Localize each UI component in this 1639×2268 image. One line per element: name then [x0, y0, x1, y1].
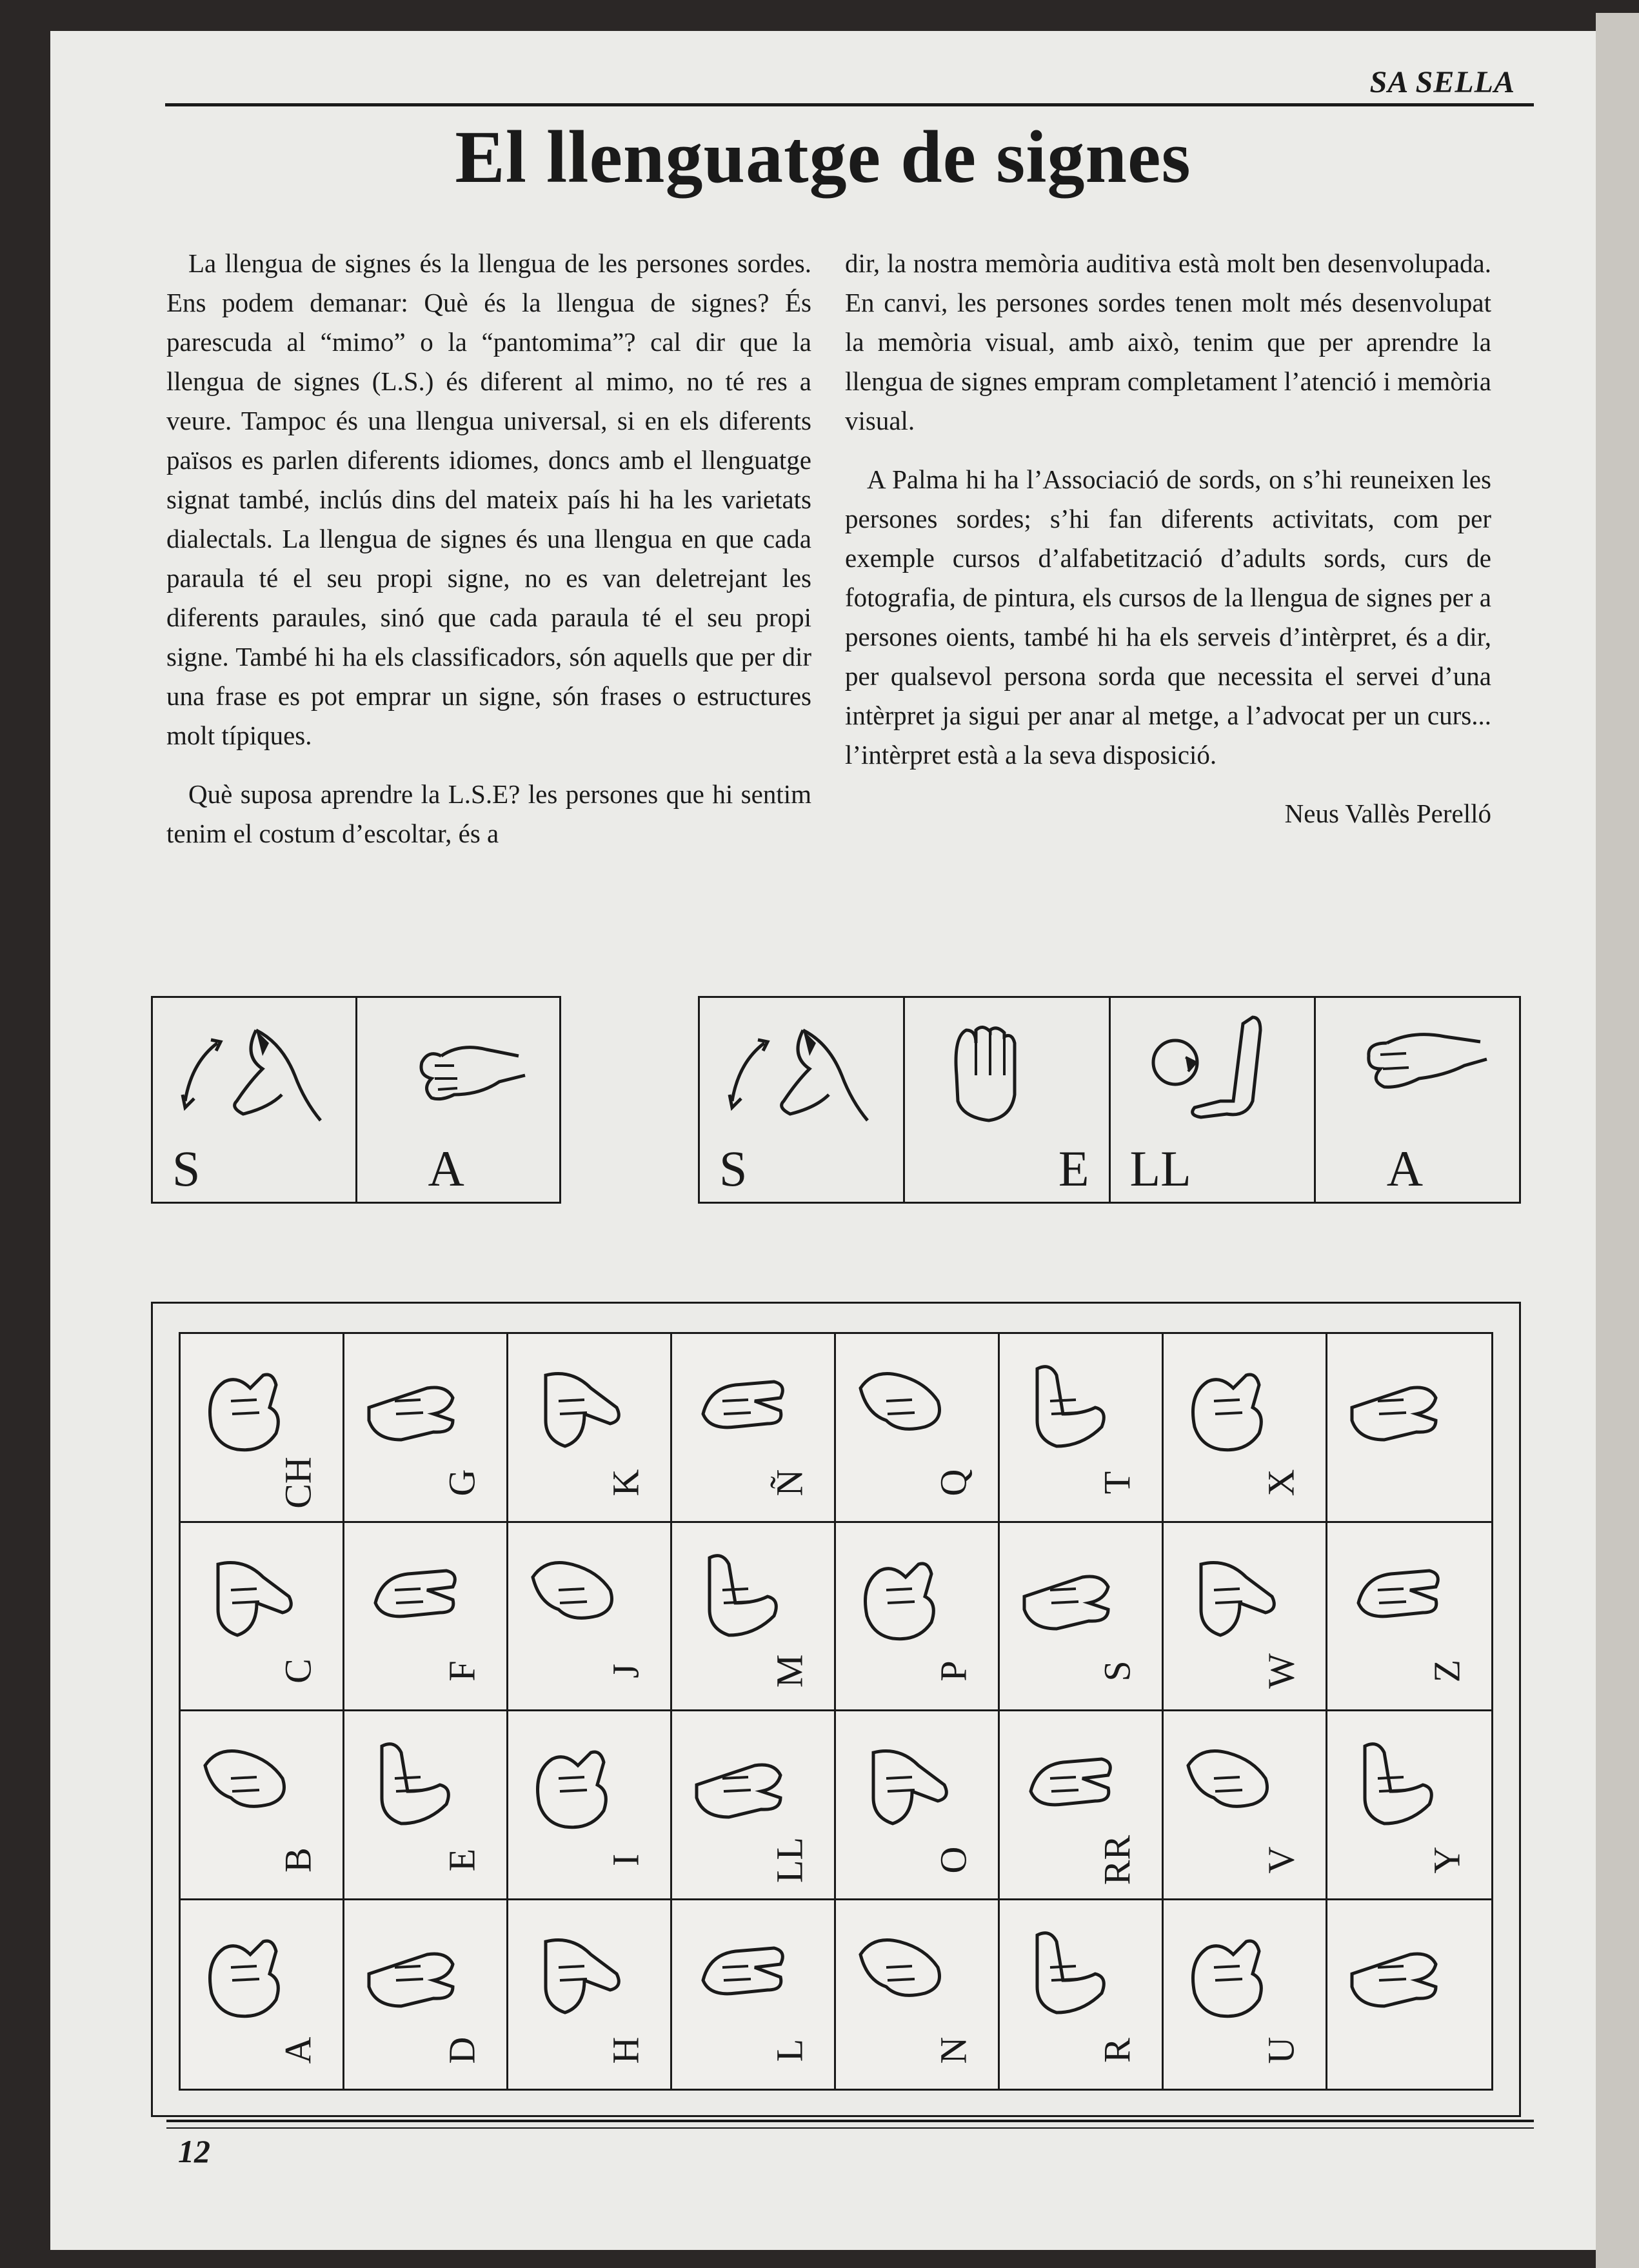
hand-sign-icon: [1011, 1727, 1121, 1843]
header-rule: [165, 103, 1534, 106]
alphabet-cell: [672, 1523, 836, 1712]
alphabet-cell: [344, 1711, 508, 1900]
alphabet-cell: [344, 1900, 508, 2089]
alphabet-letter: CH: [277, 1456, 319, 1509]
alphabet-letter: G: [441, 1469, 483, 1496]
alphabet-letter: Z: [1425, 1659, 1468, 1683]
hand-sign-icon: [192, 1727, 302, 1843]
footer-rule-top: [166, 2120, 1534, 2122]
left-paragraph-1: La llengua de signes és la llengua de les persones sordes. Ens podem demanar: Què és la llengua de signes? És parescuda al “mimo” o la “pantomima”? cal dir que la llengua de signes (L.S.) és diferent al mimo, no té res a veure. Tampoc és una llengua universal, si en els diferents països es parlen diferents idiomes, doncs amb el llenguatge signat també, inclús dins del mateix país hi ha les varietats dialectals. La llengua de signes és una llengua en que cada paraula té el seu propi signe, no es van deletrejant les diferents paraules, sinó que cada paraula té el seu propi signe. També hi ha els classificadors, són aquells que per dir una frase es pot emprar un signe, són frases o estructures molt típiques.: [166, 248, 811, 750]
hand-sign-icon: [356, 1916, 466, 2032]
alphabet-cell: [1327, 1523, 1491, 1712]
hand-sign-icon: [520, 1727, 630, 1843]
alphabet-cell: [836, 1711, 1000, 1900]
alphabet-letter: RR: [1096, 1835, 1138, 1885]
sign-word-sella: [698, 996, 1521, 1204]
alphabet-chart: [151, 1302, 1521, 2117]
sign-cell: [357, 998, 560, 1202]
alphabet-letter: P: [932, 1660, 975, 1682]
sign-cell: [153, 998, 357, 1202]
hand-sign-icon: [1011, 1538, 1121, 1655]
hand-sign-icon: [356, 1538, 466, 1655]
alphabet-letter: R: [1096, 2038, 1138, 2063]
alphabet-letter: Q: [932, 1469, 975, 1496]
hand-sign-icon: [1339, 1538, 1449, 1655]
sign-letter: S: [172, 1140, 201, 1197]
sign-letter: S: [719, 1140, 748, 1197]
alphabet-letter: V: [1260, 1846, 1302, 1873]
alphabet-cell: [1000, 1334, 1164, 1523]
hand-sign-icon: [1339, 1349, 1449, 1466]
hand-sign-icon: [192, 1538, 302, 1655]
alphabet-cell: [508, 1523, 672, 1712]
article-author: Neus Vallès Perelló: [1284, 799, 1491, 828]
hand-sign-icon: [684, 1349, 793, 1466]
alphabet-letter: W: [1260, 1653, 1302, 1689]
alphabet-letter: I: [604, 1853, 647, 1866]
alphabet-letter: K: [604, 1469, 647, 1496]
hand-sign-icon: [684, 1727, 793, 1843]
alphabet-cell: [344, 1334, 508, 1523]
hand-sign-icon: [1339, 1727, 1449, 1843]
alphabet-cell: [181, 1334, 344, 1523]
alphabet-cell: [1000, 1523, 1164, 1712]
alphabet-letter: N: [932, 2036, 975, 2064]
adjacent-page-edge: [1596, 13, 1639, 2268]
hand-sign-icon: [192, 1349, 302, 1466]
alphabet-cell: [181, 1711, 344, 1900]
hand-sign-icon: [520, 1349, 630, 1466]
publication-name: SA SELLA: [1369, 65, 1515, 99]
sign-letter: LL: [1129, 1140, 1191, 1197]
hand-sign-e-icon: [918, 1004, 1092, 1146]
alphabet-letter: S: [1096, 1660, 1138, 1682]
alphabet-letter: H: [604, 2036, 647, 2064]
magazine-page: [50, 31, 1596, 2250]
hand-sign-icon: [1339, 1916, 1449, 2032]
sign-cell: [1316, 998, 1519, 1202]
alphabet-letter: C: [277, 1658, 319, 1684]
alphabet-letter: X: [1260, 1469, 1302, 1496]
alphabet-cell: [672, 1900, 836, 2089]
right-column: [845, 244, 1491, 853]
left-paragraph-2: Què suposa aprendre la L.S.E? les persones que hi sentim tenim el costum d’escoltar, és a: [166, 779, 811, 848]
alphabet-cell: [508, 1711, 672, 1900]
sign-letter: A: [1386, 1140, 1424, 1197]
alphabet-letter: M: [768, 1654, 811, 1688]
alphabet-cell: [672, 1334, 836, 1523]
alphabet-letter: O: [932, 1846, 975, 1873]
hand-sign-icon: [1175, 1916, 1285, 2032]
hand-sign-s-icon: [166, 1004, 340, 1146]
alphabet-cell: [836, 1523, 1000, 1712]
alphabet-letter: LL: [768, 1836, 811, 1883]
alphabet-cell: [1000, 1900, 1164, 2089]
hand-sign-a-icon: [1329, 1004, 1503, 1146]
alphabet-letter: U: [1260, 2036, 1302, 2064]
sign-word-sa: [151, 996, 561, 1204]
alphabet-cell: [1327, 1334, 1491, 1523]
alphabet-letter: F: [441, 1660, 483, 1682]
hand-sign-icon: [1175, 1349, 1285, 1466]
sign-letter: A: [428, 1140, 464, 1197]
alphabet-cell: [1164, 1334, 1327, 1523]
right-paragraph-1: dir, la nostra memòria auditiva està molt ben desenvolupada. En canvi, les persones sordes tenen molt més desenvolupat la memòria visual, amb això, tenim que per aprendre la llengua de signes empram completament l’atenció i memòria visual.: [845, 248, 1491, 435]
sign-cell: [905, 998, 1110, 1202]
article-title: El llenguatge de signes: [455, 116, 1191, 199]
hand-sign-icon: [1175, 1727, 1285, 1843]
hand-sign-icon: [356, 1727, 466, 1843]
alphabet-cell: [1164, 1900, 1327, 2089]
hand-sign-icon: [848, 1727, 957, 1843]
right-paragraph-2: A Palma hi ha l’Associació de sords, on s’hi reuneixen les persones sordes; s’hi fan diferents activitats, com per exemple cursos d’alfabetització d’adults sords, curs de fotografia, de pintura, els cursos de la llengua de signes per a persones oients, també hi ha els serveis d’intèrpret, és a dir, per qualsevol persona sorda que necessita el servei d’una intèrpret ja sigui per anar al metge, a l’advocat per un curs... l’intèrpret està a la seva disposició.: [845, 464, 1491, 770]
alphabet-letter: A: [277, 2036, 319, 2064]
sign-letter: E: [1058, 1140, 1089, 1197]
alphabet-letter: Y: [1425, 1846, 1468, 1873]
alphabet-cell: [1164, 1711, 1327, 1900]
alphabet-letter: T: [1096, 1471, 1138, 1494]
hand-sign-icon: [684, 1916, 793, 2032]
hand-sign-icon: [848, 1916, 957, 2032]
alphabet-letter: L: [768, 2038, 811, 2062]
footer-rule-bottom: [166, 2127, 1534, 2129]
alphabet-cell: [344, 1523, 508, 1712]
hand-sign-icon: [848, 1349, 957, 1466]
left-column: [166, 244, 811, 873]
sign-cell: [1111, 998, 1316, 1202]
alphabet-cell: [836, 1900, 1000, 2089]
alphabet-grid: [179, 1332, 1493, 2091]
alphabet-cell: [1327, 1711, 1491, 1900]
alphabet-letter: Ñ: [768, 1469, 811, 1496]
alphabet-cell: [1000, 1711, 1164, 1900]
hand-sign-ll-icon: [1124, 1004, 1298, 1146]
hand-sign-a-icon: [370, 1004, 544, 1146]
alphabet-cell: [1327, 1900, 1491, 2089]
alphabet-cell: [836, 1334, 1000, 1523]
hand-sign-icon: [1011, 1349, 1121, 1466]
sign-cell: [700, 998, 905, 1202]
alphabet-cell: [508, 1900, 672, 2089]
alphabet-letter: D: [441, 2036, 483, 2064]
alphabet-letter: E: [441, 1848, 483, 1871]
hand-sign-s-icon: [713, 1004, 887, 1146]
alphabet-cell: [1164, 1523, 1327, 1712]
alphabet-cell: [508, 1334, 672, 1523]
hand-sign-icon: [356, 1349, 466, 1466]
hand-sign-icon: [192, 1916, 302, 2032]
alphabet-cell: [672, 1711, 836, 1900]
alphabet-letter: B: [277, 1847, 319, 1873]
alphabet-cell: [181, 1900, 344, 2089]
hand-sign-icon: [1011, 1916, 1121, 2032]
page-number: 12: [178, 2133, 210, 2169]
hand-sign-icon: [520, 1538, 630, 1655]
hand-sign-icon: [684, 1538, 793, 1655]
hand-sign-icon: [1175, 1538, 1285, 1655]
alphabet-cell: [181, 1523, 344, 1712]
hand-sign-icon: [520, 1916, 630, 2032]
alphabet-letter: J: [604, 1664, 647, 1678]
hand-sign-icon: [848, 1538, 957, 1655]
